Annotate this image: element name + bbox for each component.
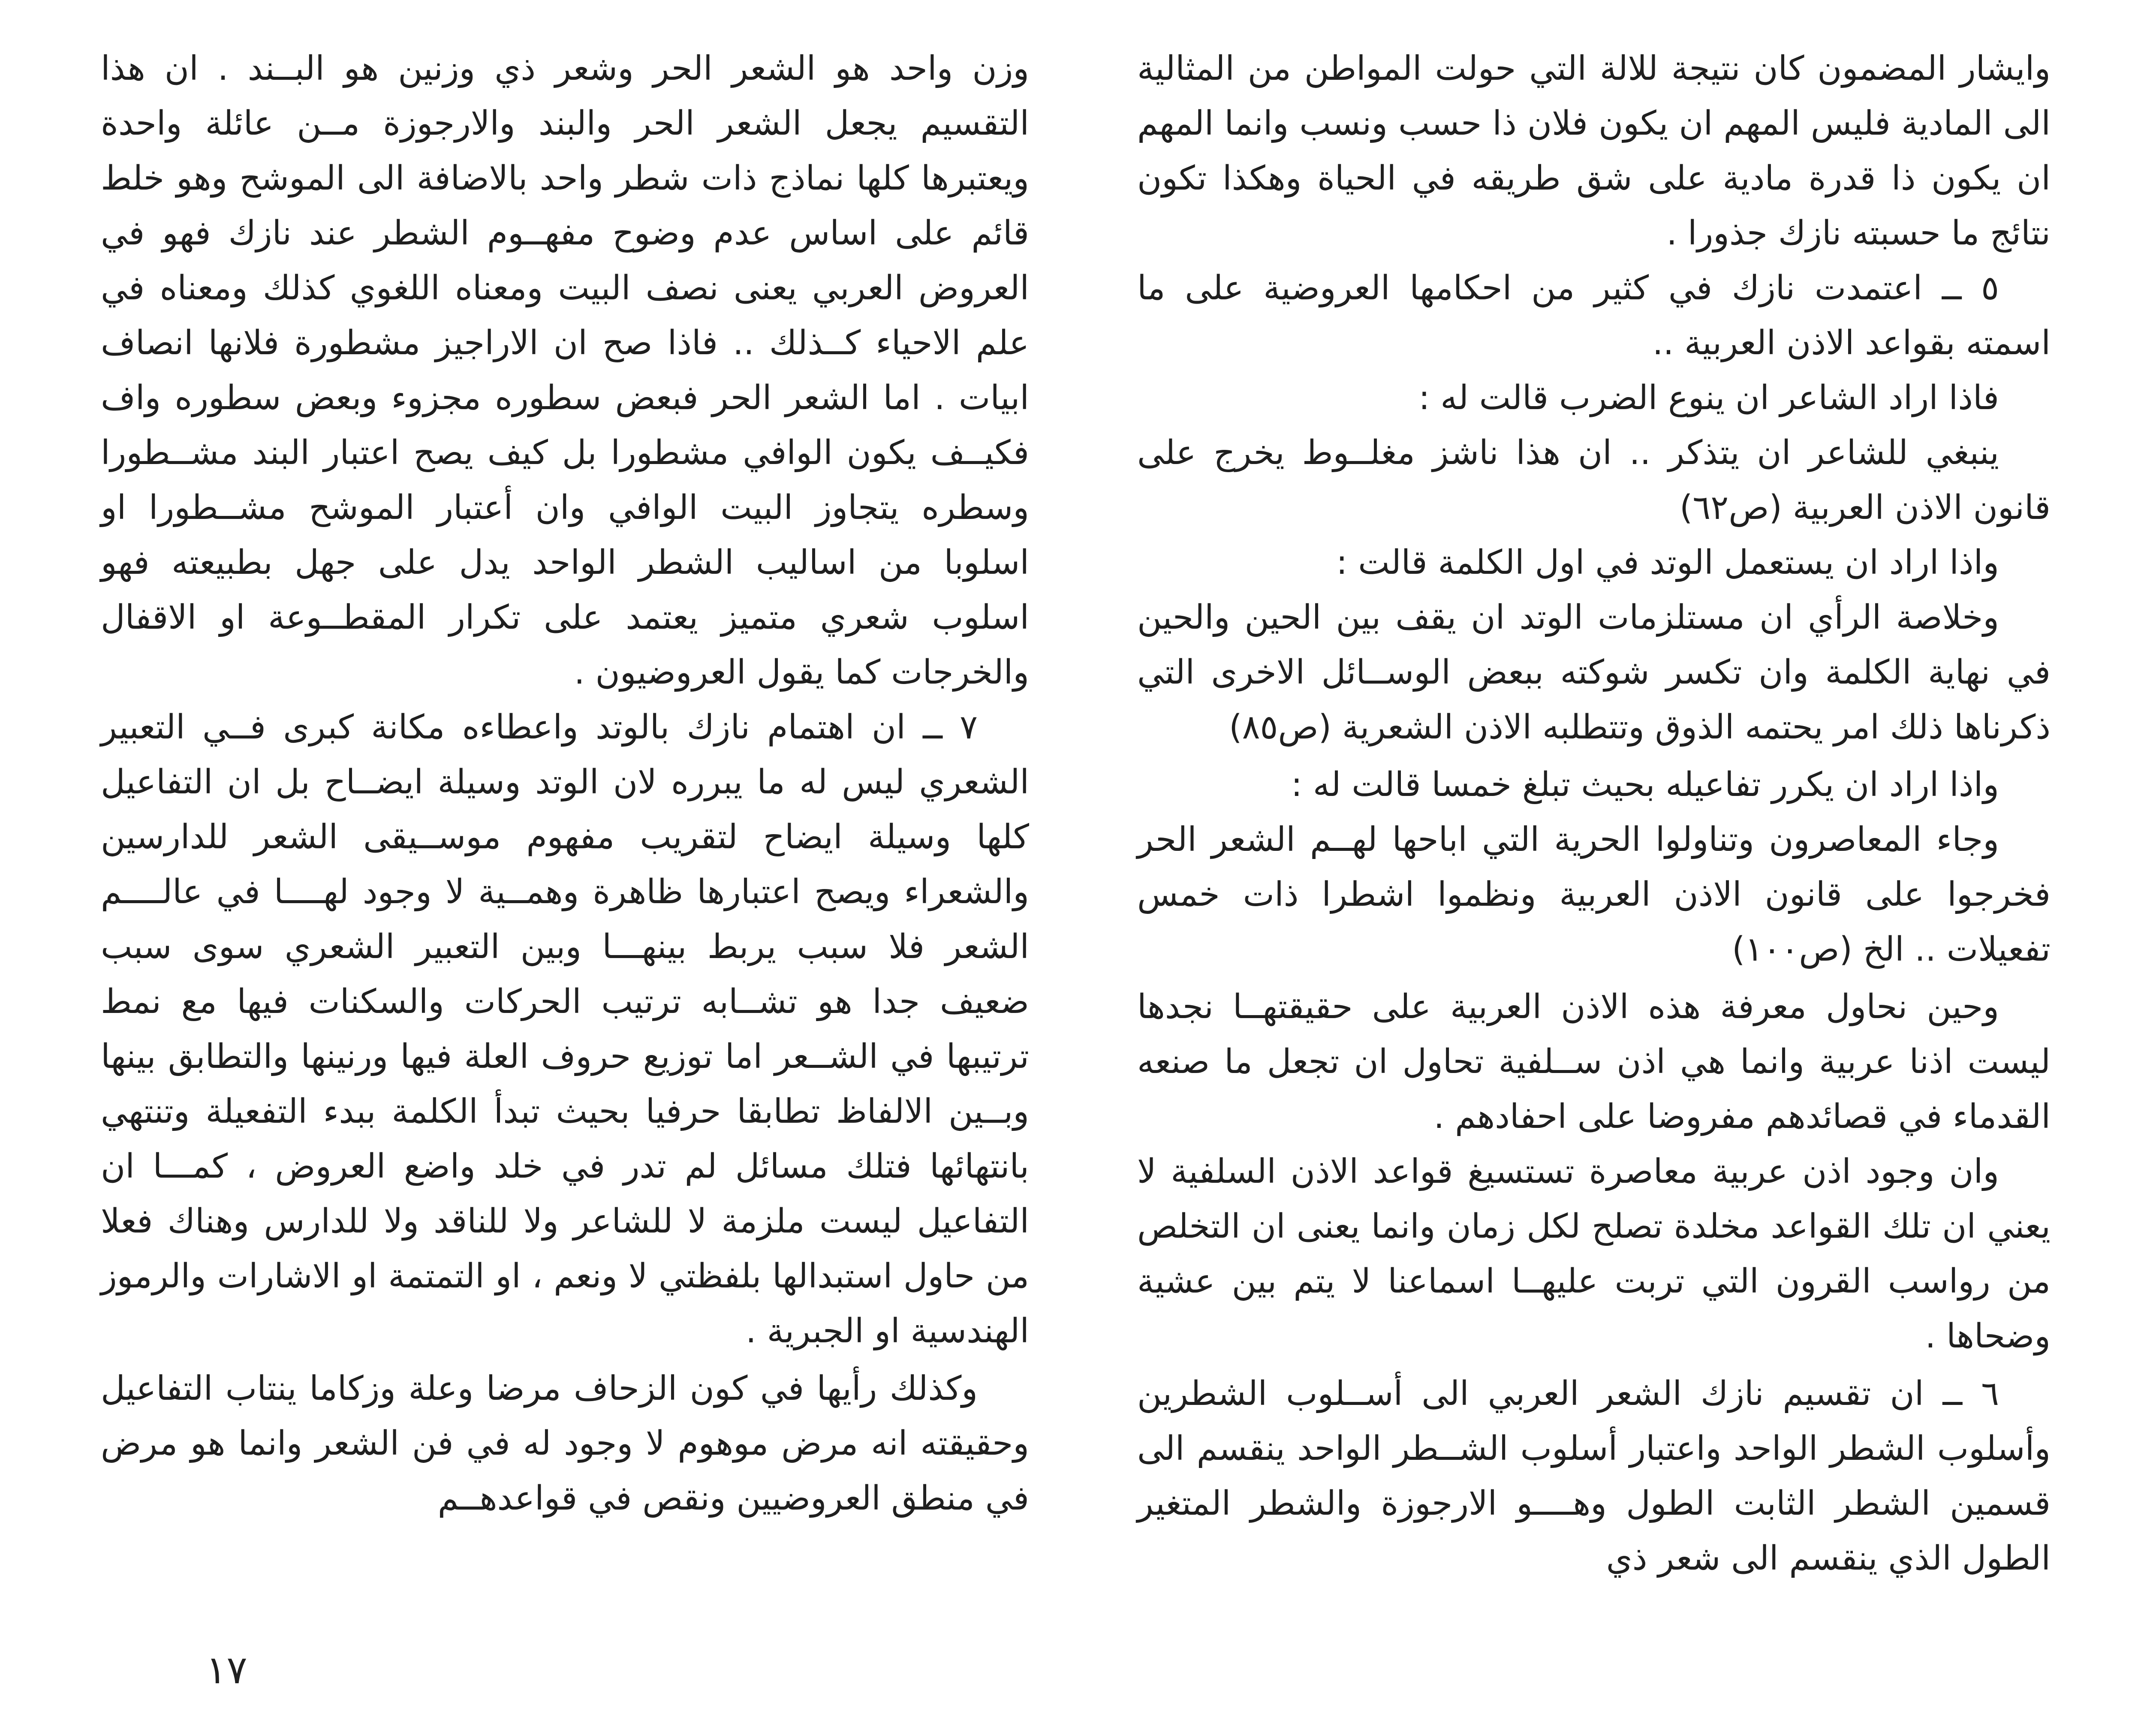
paragraph: وزن واحد هو الشعر الحر وشعر ذي وزنين هو البــند . ان هذا التقسيم يجعل الشعر الحر والبند والارجوزة مــن عائلة واحدة ويعتبرها كلها نماذج ذات شطر واحد بالاضافة الى الموشح وهو خلط قائم على اساس عدم وضوح مفهــوم الشطر عند نازك فهو في العروض العربي يعنى نصف البيت ومعناه اللغوي كذلك ومعناه في علم الاحياء كــذلك .. فاذا صح ان الاراجيز مشطورة فلانها انصاف ابيات . اما الشعر الحر فبعض سطوره مجزوء وبعض سطوره واف فكيــف يكون الوافي مشطورا بل كيف يصح اعتبار البند مشــطورا وسطره يتجاوز البيت الوافي وان أعتبار الموشح مشــطورا او اسلوبا من اساليب الشطر الواحد يدل على جهل بطبيعته فهو اسلوب شعري متميز يعتمد على تكرار المقطــوعة او الاقفال والخرجات كما يقول العروضيون . — [101, 49, 1029, 692]
quotation: ينبغي للشاعر ان يتذكر .. ان هذا ناشز مغلــوط يخرج على قانون الاذن العربية (ص٦٢) — [1137, 434, 2051, 527]
paragraph: فاذا اراد الشاعر ان ينوع الضرب قالت له : — [1418, 379, 1999, 417]
paragraph: واذا اراد ان يستعمل الوتد في اول الكلمة قالت : — [1336, 543, 1999, 582]
paragraph: وحين نحاول معرفة هذه الاذن العربية على حقيقتهــا نجدها ليست اذنا عربية وانما هي اذن ســلفية تحاول ان تجعل ما صنعه القدماء في قصائدهم مفروضا على احفادهم . — [1137, 988, 2051, 1136]
left-text-column — [101, 41, 1029, 1526]
paragraph: واذا اراد ان يكرر تفاعيله بحيث تبلغ خمسا قالت له : — [1291, 766, 1999, 804]
quotation: وخلاصة الرأي ان مستلزمات الوتد ان يقف بين الحين والحين في نهاية الكلمة وان تكسر شوكته ببعض الوســائل الاخرى التي ذكرناها ذلك امر يحتمه الذوق وتتطلبه الاذن الشعرية (ص٨٥) — [1137, 598, 2051, 747]
paragraph: وكذلك رأيها في كون الزحاف مرضا وعلة وزكاما ينتاب التفاعيل وحقيقته انه مرض موهوم لا وجود له في فن الشعر وانما هو مرض في منطق العروضيين ونقص في قواعدهــم — [101, 1369, 1029, 1518]
paragraph: وان وجود اذن عربية معاصرة تستسيغ قواعد الاذن السلفية لا يعني ان تلك القواعد مخلدة تصلح لكل زمان وانما يعنى ان التخلص من رواسب القرون التي تربت عليهــا اسماعنا لا يتم بين عشية وضحاها . — [1137, 1152, 2051, 1356]
paragraph: ٧ ــ ان اهتمام نازك بالوتد واعطاءه مكانة كبرى فــي التعبير الشعري ليس له ما يبرره لان الوتد وسيلة ايضــاح بل ان التفاعيل كلها وسيلة ايضاح لتقريب مفهوم موســيقى الشعر للدارسين والشعراء ويصح اعتبارها ظاهرة وهمــية لا وجود لهــــا في عالــــم الشعر فلا سبب يربط بينهـــا وبين التعبير الشعري سوى سبب ضعيف جدا هو تشــابه ترتيب الحركات والسكنات فيها مع نمط ترتيبها في الشــعر اما توزيع حروف العلة فيها ورنينها والتطابق بينها وبــين الالفاظ تطابقا حرفيا بحيث تبدأ الكلمة ببدء التفعيلة وتنتهي بانتهائها فتلك مسائل لم تدر في خلد واضع العروض ، كمـــا ان التفاعيل ليست ملزمة لا للشاعر ولا للناقد ولا للدارس وهناك فعلا من حاول استبدالها بلفظتي لا ونعم ، او التمتمة او الاشارات والرموز الهندسية او الجبرية . — [101, 708, 1029, 1350]
paragraph: وايشار المضمون كان نتيجة للالة التي حولت المواطن من المثالية الى المادية فليس المهم ان يكون فلان ذا حسب ونسب وانما المهم ان يكون ذا قدرة مادية على شق طريقه في الحياة وهكذا تكون نتائج ما حسبته نازك جذورا . — [1137, 49, 2051, 253]
quotation: وجاء المعاصرون وتناولوا الحرية التي اباحها لهــم الشعر الحر فخرجوا على قانون الاذن العربية ونظموا اشطرا ذات خمس تفعيلات .. الخ (ص١٠٠) — [1137, 820, 2051, 969]
right-text-column — [1137, 41, 2051, 1586]
page-number: ١٧ — [206, 1648, 247, 1693]
paragraph: ٦ ــ ان تقسيم نازك الشعر العربي الى أســلوب الشطرين وأسلوب الشطر الواحد واعتبار أسلوب الشــطر الواحد ينقسم الى قسمين الشطر الثابت الطول وهــــو الارجوزة والشطر المتغير الطول الذي ينقسم الى شعر ذي — [1137, 1374, 2051, 1578]
paragraph: ٥ ــ اعتمدت نازك في كثير من احكامها العروضية على ما اسمته بقواعد الاذن العربية .. — [1137, 269, 2051, 362]
